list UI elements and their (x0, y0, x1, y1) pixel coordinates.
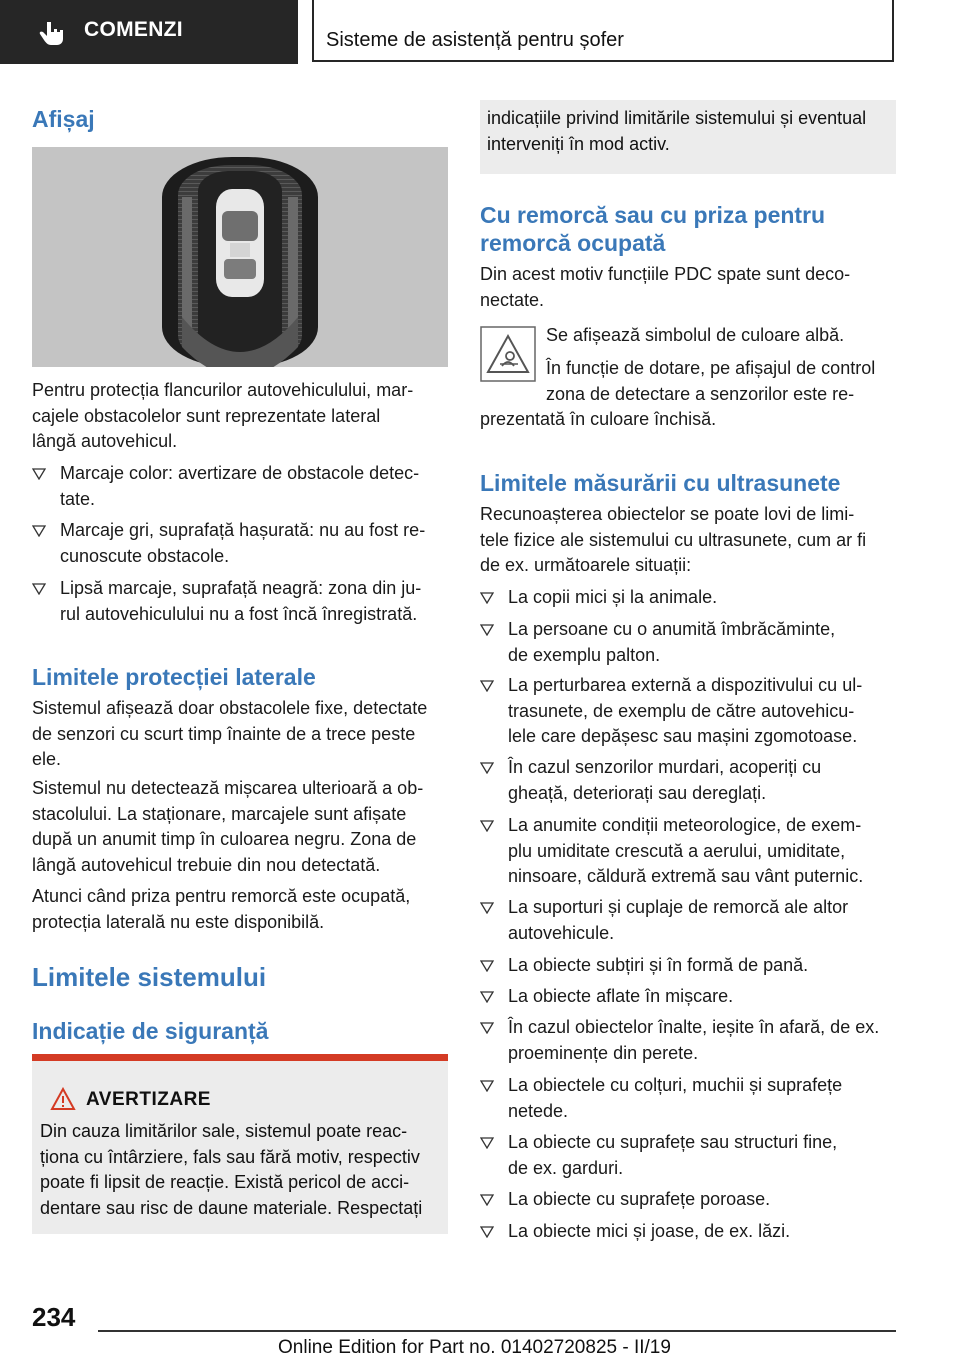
bullet-triangle-icon (480, 991, 494, 1003)
paragraph: În funcție de dotare, pe afișajul de control zona de detectare a senzorilor este re- (546, 358, 876, 404)
bullet-triangle-icon (480, 960, 494, 972)
system-limits-heading: Limitele sistemului (32, 962, 267, 992)
edition-footer: Online Edition for Part no. 01402720825 - II/19 (278, 1337, 671, 1358)
note-box: indicațiile privind limitările sistemului și eventual interveniți în mod activ. (480, 100, 896, 174)
hand-pointer-icon (38, 18, 68, 48)
bullet-triangle-icon (480, 762, 494, 774)
safety-note-heading: Indicație de siguranță (32, 1018, 269, 1044)
bullet-triangle-icon (480, 624, 494, 636)
warning-text: Din cauza limitărilor sale, sistemul poate reac- ționa cu întârziere, fals sau fără motiv, respectiv poate fi lipsit de reacție. Există pericol de acci- dentare sau risc de daune materiale. Respectați (40, 1121, 423, 1218)
header-section-tab (0, 0, 298, 64)
bullet-triangle-icon (480, 1194, 494, 1206)
list-item: Marcaje color: avertizare de obstacole detec- tate. (32, 461, 448, 513)
list-item: Marcaje gri, suprafață hașurată: nu au fost re- cunoscute obstacole. (32, 518, 448, 570)
paragraph: Din acest motiv funcțiile PDC spate sunt deco- nectate. (480, 264, 851, 310)
paragraph: prezentată în culoare închisă. (480, 409, 717, 429)
intro-paragraph: Pentru protecția flancurilor autovehiculului, mar- cajele obstacolelor sunt reprezentate lateral lângă autovehicul. (32, 380, 414, 451)
bullet-triangle-icon (480, 902, 494, 914)
bullet-triangle-icon (480, 1022, 494, 1034)
bullet-triangle-icon (32, 468, 46, 480)
paragraph: Atunci când priza pentru remorcă este ocupată, protecția laterală nu este disponibilă. (32, 886, 411, 932)
ultrasonic-limits-heading: Limitele măsurării cu ultrasunete (480, 470, 841, 496)
paragraph: Sistemul nu detectează mișcarea ulterioară a ob- stacolului. La staționare, marcajele sunt afișate după un anumit timp în culoarea negru. Zona de lângă autovehicul trebuie din nou detectată. (32, 778, 424, 875)
bullet-triangle-icon (32, 525, 46, 537)
bullet-triangle-icon (480, 1080, 494, 1092)
footer-divider (98, 1330, 896, 1332)
paragraph: Sistemul afișează doar obstacolele fixe, detectate de senzori cu scurt timp înainte de a trece peste ele. (32, 698, 428, 769)
bullet-triangle-icon (480, 1226, 494, 1238)
pdc-off-symbol-icon (480, 326, 536, 382)
bullet-triangle-icon (480, 592, 494, 604)
page-number: 234 (32, 1302, 76, 1332)
paragraph: Se afișează simbolul de culoare albă. (546, 325, 845, 345)
section-label: COMENZI (84, 18, 183, 41)
bullet-triangle-icon (480, 680, 494, 692)
side-protection-limits-heading: Limitele protecției laterale (32, 664, 316, 690)
chapter-header (312, 0, 894, 62)
afisaj-heading: Afișaj (32, 106, 95, 132)
chapter-title: Sisteme de asistență pentru șofer (326, 29, 624, 51)
trailer-heading: Cu remorcă sau cu priza pentru remorcă ocupată (480, 202, 826, 256)
bullet-triangle-icon (480, 820, 494, 832)
bullet-triangle-icon (32, 583, 46, 595)
bullet-triangle-icon (480, 1137, 494, 1149)
warning-triangle-icon (50, 1087, 76, 1111)
paragraph: Recunoașterea obiectelor se poate lovi de limi- tele fizice ale sistemului cu ultrasunete, cum ar fi de ex. următoarele situații: (480, 504, 867, 575)
warning-box (32, 1054, 448, 1234)
side-protection-display-figure (32, 147, 448, 367)
warning-title: AVERTIZARE (86, 1089, 211, 1110)
car-top-view-illustration (32, 147, 448, 367)
list-item: Lipsă marcaje, suprafață neagră: zona din ju- rul autovehiculului nu a fost încă înregistrată. (32, 576, 448, 628)
